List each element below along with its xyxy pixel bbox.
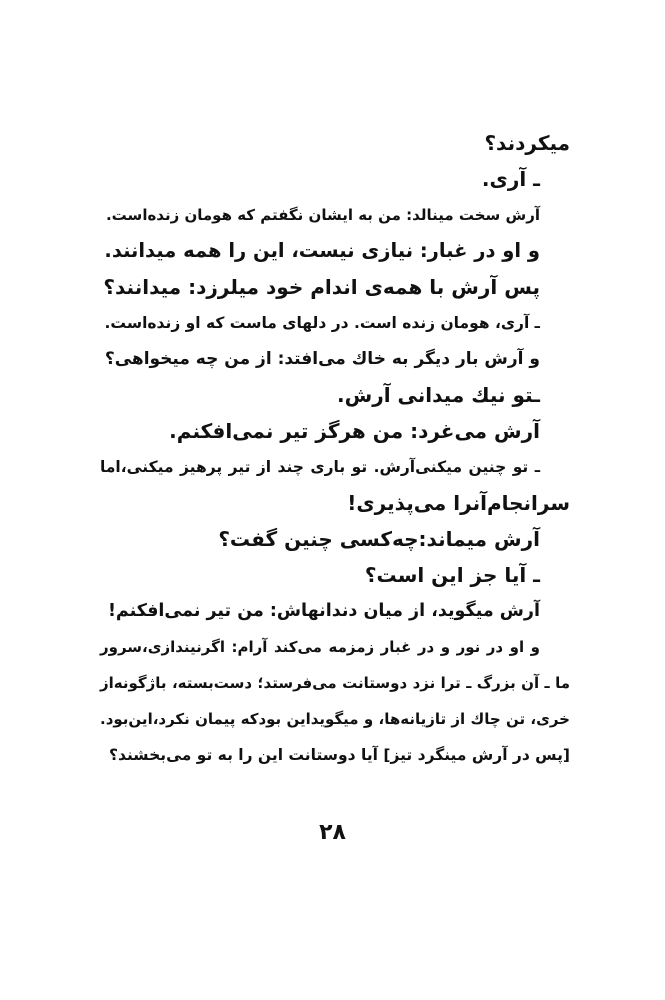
text-line: [پس در آرش مینگرد تیز] آیا دوستانت این را به تو می‌بخشند؟ <box>109 746 570 764</box>
text-line: ـ آیا جز این است؟ <box>364 563 540 587</box>
text-line: ـ آری. <box>481 167 540 191</box>
text-line: سرانجام‌آنرا می‌پذیری! <box>347 491 570 515</box>
text-line: آرش می‌غرد: من هرگز تیر نمی‌افکنم. <box>169 419 540 443</box>
text-line: آرش سخت مینالد: من به ایشان نگفتم که هومان زنده‌است. <box>105 206 540 224</box>
text-line: خری، تن چاك از تازیانه‌ها، و میگویداین بودکه پیمان نکرد،این‌بود. <box>100 710 570 728</box>
text-line: ـ تو چنین میکنی‌آرش. تو باری چند از تیر پرهیز میکنی،اما <box>100 458 540 476</box>
text-line: و او در نور و در غبار زمزمه می‌کند آرام: اگرنیندازی،سرور <box>100 638 540 656</box>
text-line: ـتو نیك میدانی آرش. <box>337 383 540 407</box>
text-line: آرش میماند:چه‌کسی چنین گفت؟ <box>218 527 540 551</box>
text-line: ـ آری، هومان زنده است. در دلهای ماست که او زنده‌است. <box>104 314 540 332</box>
text-line: میکردند؟ <box>484 131 570 155</box>
text-line: و آرش بار دیگر به خاك می‌افتد: از من چه میخواهی؟ <box>104 349 540 369</box>
text-line: آرش میگوید، از میان دندانهاش: من تیر نمی‌افکنم! <box>107 601 540 621</box>
text-line: و او در غبار: نیازی نیست، این را همه میدانند. <box>104 239 540 262</box>
text-line: پس آرش با همه‌ی اندام خود میلرزد: میدانند؟ <box>103 275 540 299</box>
text-line: ما ـ آن بزرگ ـ ترا نزد دوستانت می‌فرستد؛ دست‌بسته، باژگونه‌از <box>100 674 570 692</box>
page-number: ۲۸ <box>319 820 346 845</box>
